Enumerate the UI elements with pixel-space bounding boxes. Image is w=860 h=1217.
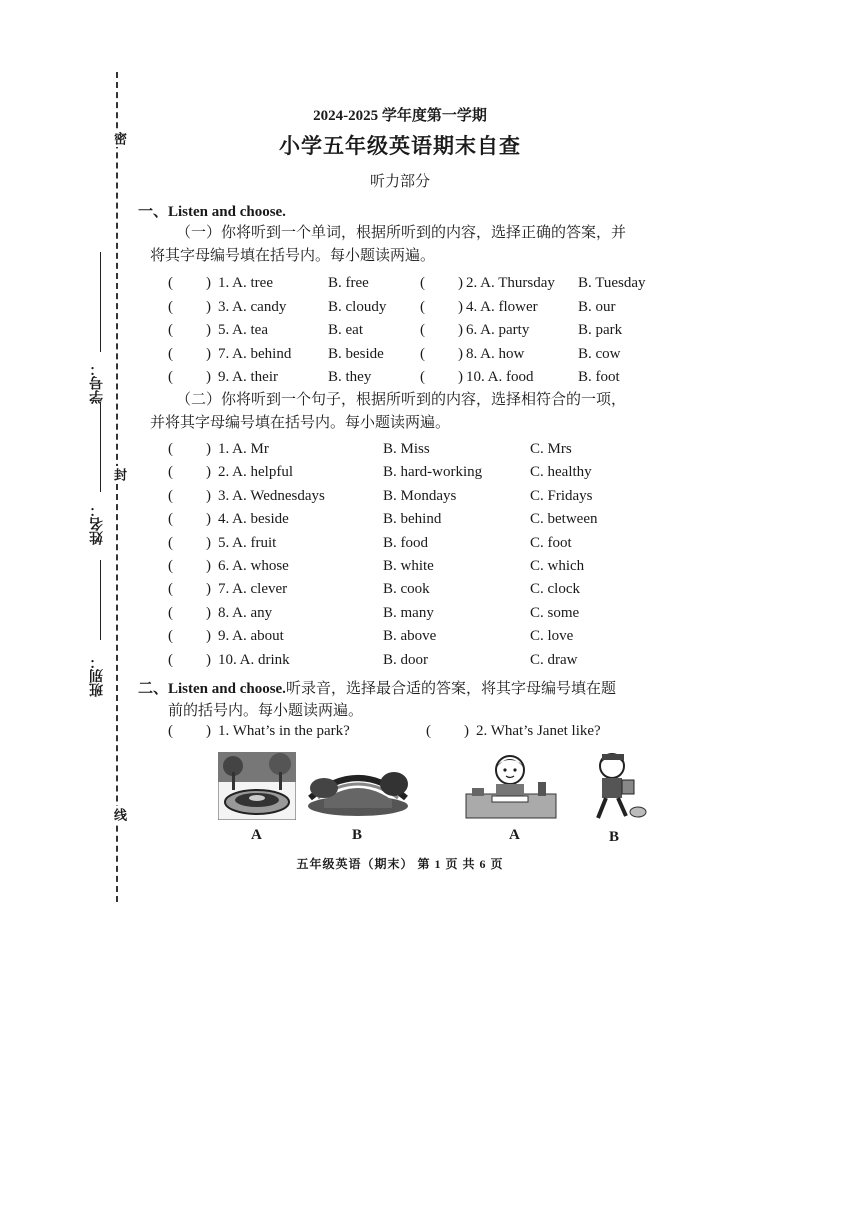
answer-paren-open: (: [168, 534, 173, 551]
p1-item-a: 7. A. behind: [218, 345, 292, 362]
part2-row: [168, 581, 628, 603]
part2-row: [168, 652, 628, 674]
page-footer: 五年级英语（期末） 第 1 页 共 6 页: [296, 857, 504, 871]
part1-row: [168, 299, 658, 321]
answer-paren-open: (: [168, 604, 173, 621]
answer-paren-open: (: [168, 275, 173, 291]
p1-item-a: 8. A. how: [466, 345, 525, 362]
answer-paren-open: (: [168, 558, 173, 574]
answer-paren-close: ): [206, 345, 211, 362]
answer-paren-close: ): [206, 651, 211, 668]
p1-item-b: B. eat: [328, 322, 363, 338]
part1-row: [168, 322, 658, 344]
answer-paren-open: (: [420, 322, 425, 338]
p2-option-b: B. hard-working: [383, 464, 483, 481]
answer-paren-open: (: [168, 651, 173, 668]
name-line: [100, 402, 101, 492]
p2-option-a: 9. A. about: [218, 628, 284, 645]
student-no-label: 学号：: [90, 362, 105, 404]
p1-item-b: B. beside: [328, 345, 384, 362]
answer-paren-close: ): [206, 511, 211, 528]
p1-item-b: B. cloudy: [328, 298, 387, 315]
p1-item-a: 2. A. Thursday: [466, 275, 555, 291]
p2-option-c: C. Fridays: [530, 487, 593, 504]
answer-paren-close: ): [206, 369, 211, 385]
class-label: 班别：: [90, 655, 105, 697]
answer-paren-open: (: [420, 275, 425, 291]
name-label: 姓名：: [90, 503, 105, 545]
answer-paren-open: (: [420, 345, 425, 362]
section2-question-row: ( ) 1. What’s in the park? ( ) 2. What’s Janet like?: [168, 723, 601, 739]
p2-option-a: 7. A. clever: [218, 581, 288, 598]
part1-instruction: （一）你将听到一个单词，根据所听到的内容，选择正确的答案，并 将其字母编号填在括号内。每小题读两遍。: [150, 225, 627, 264]
answer-paren-close: ): [206, 298, 211, 315]
answer-paren-open: (: [168, 487, 173, 504]
answer-paren-close: ): [206, 464, 211, 481]
seal-feng: 封: [112, 468, 127, 481]
answer-paren-close: ): [458, 275, 463, 291]
part2-row: [168, 535, 628, 557]
p2-option-b: B. food: [383, 534, 428, 551]
seal-xian: 线: [112, 808, 127, 821]
answer-paren-open: (: [168, 581, 173, 598]
part2-row: [168, 441, 628, 463]
p1-item-a: 10. A. food: [466, 369, 534, 385]
p2-option-b: B. white: [383, 558, 434, 574]
answer-paren-close: ): [206, 487, 211, 504]
answer-paren-close: ): [458, 369, 463, 385]
p2-option-a: 8. A. any: [218, 604, 273, 621]
part2-row: [168, 511, 628, 533]
part2-row: [168, 628, 628, 650]
p1-item-b: B. cow: [578, 345, 621, 362]
p2-option-a: 1. A. Mr: [218, 441, 269, 457]
p1-item-a: 3. A. candy: [218, 298, 287, 315]
p2-option-c: C. draw: [530, 651, 578, 668]
p1-item-b: B. Tuesday: [578, 275, 646, 291]
pic2-label-b: B: [609, 829, 620, 845]
p2-option-c: C. healthy: [530, 464, 592, 481]
p2-option-a: 6. A. whose: [218, 558, 289, 574]
p2-option-a: 2. A. helpful: [218, 464, 293, 481]
school-year: 2024-2025 学年度第一学期: [313, 108, 487, 124]
p2-option-b: B. Mondays: [383, 487, 457, 504]
bridge-picture: [304, 758, 412, 820]
girl-studying-picture: [462, 752, 560, 820]
p2-option-b: B. above: [383, 628, 437, 645]
p2-option-a: 5. A. fruit: [218, 534, 277, 551]
p2-option-c: C. between: [530, 511, 598, 528]
answer-paren-close: ): [458, 322, 463, 338]
p2-option-c: C. clock: [530, 581, 580, 598]
answer-paren-open: (: [168, 464, 173, 481]
p1-item-b: B. they: [328, 369, 372, 385]
answer-paren-open: (: [168, 322, 173, 338]
p1-item-b: B. foot: [578, 369, 620, 385]
p1-item-a: 6. A. party: [466, 322, 530, 338]
part1-row: [168, 369, 658, 391]
student-no-line: [100, 252, 101, 352]
girl-walking-picture: [584, 750, 648, 822]
p1-item-a: 1. A. tree: [218, 275, 273, 291]
answer-paren-close: ): [458, 345, 463, 362]
listening-subtitle: 听力部分: [369, 174, 430, 190]
p2-option-c: C. which: [530, 558, 585, 574]
exam-title: 小学五年级英语期末自查: [279, 134, 521, 158]
answer-paren-close: ): [206, 534, 211, 551]
answer-paren-open: (: [420, 298, 425, 315]
pic1-label-b: B: [352, 827, 363, 843]
pic1-label-a: A: [251, 827, 262, 843]
pic2-label-a: A: [509, 827, 520, 843]
answer-paren-close: ): [206, 604, 211, 621]
p2-option-c: C. some: [530, 604, 580, 621]
s2-q1: 1. What’s in the park?: [218, 723, 350, 739]
seal-mi: 密: [112, 132, 127, 145]
p2-option-b: B. Miss: [383, 441, 430, 457]
answer-paren-close: ): [206, 558, 211, 574]
answer-paren-close: ): [206, 275, 211, 291]
p1-item-b: B. park: [578, 322, 623, 338]
p2-option-b: B. behind: [383, 511, 442, 528]
p2-option-a: 10. A. drink: [218, 651, 290, 668]
p2-option-c: C. foot: [530, 534, 572, 551]
answer-paren-close: ): [206, 441, 211, 457]
answer-paren-open: (: [420, 369, 425, 385]
p1-item-a: 4. A. flower: [466, 298, 538, 315]
part2-row: [168, 464, 628, 486]
p2-option-b: B. door: [383, 651, 428, 668]
p2-option-b: B. many: [383, 604, 434, 621]
part2-row: [168, 605, 628, 627]
p2-option-b: B. cook: [383, 581, 430, 598]
p1-item-a: 5. A. tea: [218, 322, 268, 338]
answer-paren-close: ): [206, 581, 211, 598]
answer-paren-open: (: [168, 511, 173, 528]
part2-row: [168, 488, 628, 510]
answer-paren-open: (: [168, 369, 173, 385]
binding-dashed-line: [116, 72, 118, 902]
section1-heading: 一、Listen and choose.: [138, 204, 286, 220]
p2-option-c: C. Mrs: [530, 441, 572, 457]
p1-item-b: B. free: [328, 275, 369, 291]
answer-paren-open: (: [168, 345, 173, 362]
answer-paren-close: ): [206, 322, 211, 338]
s2-q2: 2. What’s Janet like?: [476, 723, 601, 739]
part1-row: [168, 346, 658, 368]
answer-paren-open: (: [168, 628, 173, 645]
p1-item-a: 9. A. their: [218, 369, 278, 385]
p2-option-a: 3. A. Wednesdays: [218, 487, 325, 504]
answer-paren-close: ): [458, 298, 463, 315]
answer-paren-open: (: [168, 298, 173, 315]
section2-instruction: 前的括号内。每小题读两遍。: [168, 703, 364, 719]
part1-row: [168, 275, 658, 297]
p2-option-c: C. love: [530, 628, 574, 645]
part2-row: [168, 558, 628, 580]
section2-heading: 二、Listen and choose.听录音，选择最合适的答案，将其字母编号填在题: [138, 681, 616, 697]
answer-paren-close: ): [206, 628, 211, 645]
class-line: [100, 560, 101, 640]
park-fountain-picture: [218, 752, 296, 820]
p2-option-a: 4. A. beside: [218, 511, 289, 528]
answer-paren-open: (: [168, 441, 173, 457]
part2-instruction: （二）你将听到一个句子，根据所听到的内容，选择相符合的一项， 并将其字母编号填在括号内。每小题读两遍。: [150, 392, 627, 431]
p1-item-b: B. our: [578, 298, 616, 315]
